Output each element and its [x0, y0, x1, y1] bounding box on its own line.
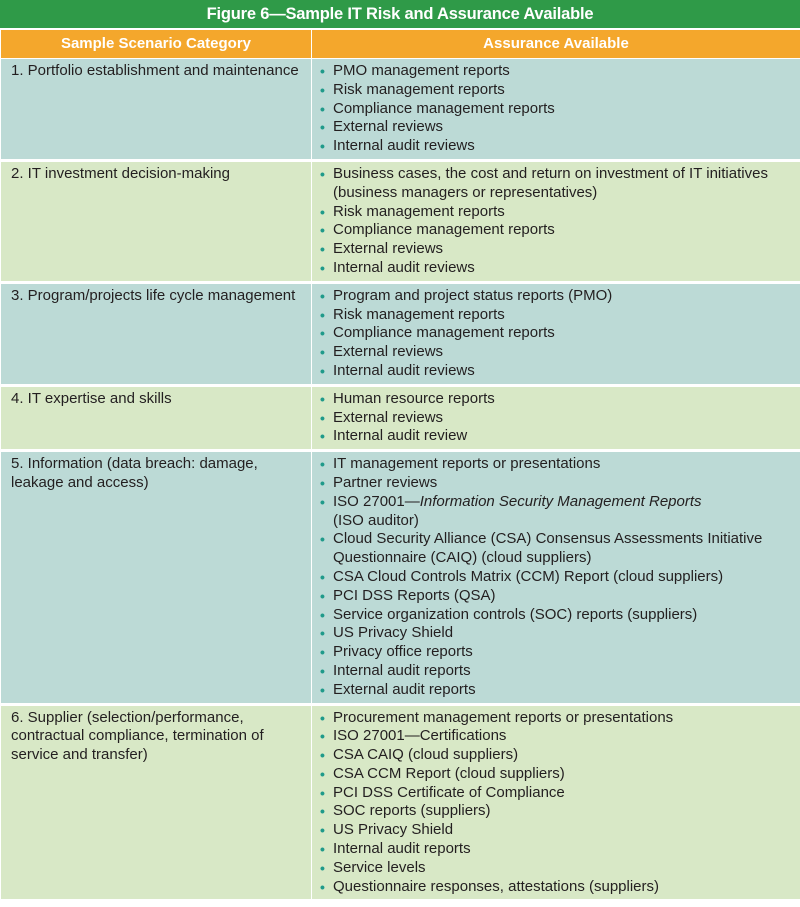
- bullet-icon: •: [320, 362, 325, 379]
- list-item: • CSA Cloud Controls Matrix (CCM) Report (cloud suppliers): [320, 567, 724, 585]
- list-item: • ISO 27001—Information Security Management Reports (ISO auditor): [320, 492, 702, 529]
- table-row: [1, 451, 800, 704]
- bullet-icon: •: [320, 878, 325, 895]
- bullet-icon: •: [320, 474, 325, 491]
- bullet-icon: •: [320, 165, 325, 182]
- bullet-icon: •: [320, 765, 325, 782]
- list-item: • IT management reports or presentations: [320, 455, 601, 473]
- assurance-list: [320, 62, 794, 156]
- assurance-cell: [312, 451, 800, 704]
- list-item: • Risk management reports: [320, 305, 505, 323]
- bullet-icon: •: [320, 587, 325, 604]
- bullet-icon: •: [320, 222, 325, 239]
- bullet-icon: •: [320, 662, 325, 679]
- list-item: • Cloud Security Alliance (CSA) Consensus Assessments Initiative Questionnaire (CAIQ) (cloud suppliers): [320, 530, 763, 567]
- table-header-row: [1, 29, 800, 59]
- list-item: • US Privacy Shield: [320, 624, 454, 642]
- list-item: • Internal audit reviews: [320, 258, 475, 276]
- bullet-icon: •: [320, 100, 325, 117]
- list-item: • Internal audit reports: [320, 840, 471, 858]
- bullet-icon: •: [320, 606, 325, 623]
- bullet-icon: •: [320, 803, 325, 820]
- list-item: • Internal audit reports: [320, 661, 471, 679]
- list-item: • SOC reports (suppliers): [320, 802, 491, 820]
- bullet-icon: •: [320, 81, 325, 98]
- list-item: • Service levels: [320, 858, 426, 876]
- bullet-icon: •: [320, 344, 325, 361]
- list-item: • PCI DSS Reports (QSA): [320, 586, 496, 604]
- list-item: • External reviews: [320, 118, 444, 136]
- bullet-icon: •: [320, 259, 325, 276]
- bullet-icon: •: [320, 728, 325, 745]
- bullet-icon: •: [320, 625, 325, 642]
- assurance-cell: [312, 704, 800, 901]
- list-item: • External reviews: [320, 343, 444, 361]
- assurance-list: [320, 287, 794, 381]
- bullet-icon: •: [320, 306, 325, 323]
- bullet-icon: •: [320, 709, 325, 726]
- list-item: • Internal audit reviews: [320, 137, 475, 155]
- scenario-category: 5. Information (data breach: damage, leakage and access): [1, 451, 312, 704]
- list-item: • Risk management reports: [320, 80, 505, 98]
- table-row: [1, 59, 800, 161]
- bullet-icon: •: [320, 138, 325, 155]
- bullet-icon: •: [320, 390, 325, 407]
- bullet-icon: •: [320, 409, 325, 426]
- bullet-icon: •: [320, 287, 325, 304]
- bullet-icon: •: [320, 568, 325, 585]
- column-header-assurance: Assurance Available: [312, 29, 800, 59]
- bullet-icon: •: [320, 325, 325, 342]
- scenario-category: 3. Program/projects life cycle management: [1, 282, 312, 385]
- table-row: [1, 282, 800, 385]
- list-item: • Questionnaire responses, attestations (suppliers): [320, 877, 660, 895]
- bullet-icon: •: [320, 681, 325, 698]
- assurance-list: [320, 709, 794, 897]
- bullet-icon: •: [320, 241, 325, 258]
- scenario-category: 1. Portfolio establishment and maintenance: [1, 59, 312, 161]
- bullet-icon: •: [320, 428, 325, 445]
- list-item: • CSA CAIQ (cloud suppliers): [320, 746, 519, 764]
- bullet-icon: •: [320, 841, 325, 858]
- list-item: • Partner reviews: [320, 473, 438, 491]
- bullet-icon: •: [320, 456, 325, 473]
- assurance-list: [320, 455, 794, 699]
- list-item: • External reviews: [320, 408, 444, 426]
- bullet-icon: •: [320, 203, 325, 220]
- list-item: • US Privacy Shield: [320, 821, 454, 839]
- scenario-category: 4. IT expertise and skills: [1, 385, 312, 450]
- list-item: • Compliance management reports: [320, 221, 555, 239]
- assurance-list: [320, 165, 794, 278]
- list-item: • PCI DSS Certificate of Compliance: [320, 783, 565, 801]
- list-item: • External reviews: [320, 240, 444, 258]
- bullet-icon: •: [320, 859, 325, 876]
- list-item: • Business cases, the cost and return on investment of IT initiatives (business managers or representatives): [320, 164, 768, 201]
- bullet-icon: •: [320, 531, 325, 548]
- list-item: • Privacy office reports: [320, 643, 473, 661]
- list-item: • Procurement management reports or presentations: [320, 708, 674, 726]
- list-item: • External audit reports: [320, 680, 476, 698]
- risk-assurance-table: [0, 28, 800, 902]
- table-row: [1, 160, 800, 282]
- scenario-category: 6. Supplier (selection/performance, contractual compliance, termination of service and transfer): [1, 704, 312, 901]
- list-item: • Human resource reports: [320, 389, 495, 407]
- table-row: [1, 385, 800, 450]
- list-item: • Compliance management reports: [320, 324, 555, 342]
- bullet-icon: •: [320, 644, 325, 661]
- list-item: • CSA CCM Report (cloud suppliers): [320, 764, 565, 782]
- assurance-cell: [312, 282, 800, 385]
- list-item: • Internal audit review: [320, 427, 468, 445]
- column-header-category: Sample Scenario Category: [1, 29, 312, 59]
- list-item: • Compliance management reports: [320, 99, 555, 117]
- list-item: • Internal audit reviews: [320, 361, 475, 379]
- figure-title: Figure 6—Sample IT Risk and Assurance Available: [0, 0, 800, 28]
- assurance-cell: [312, 160, 800, 282]
- assurance-cell: [312, 385, 800, 450]
- assurance-cell: [312, 59, 800, 161]
- table-row: [1, 704, 800, 901]
- list-item: • Risk management reports: [320, 202, 505, 220]
- bullet-icon: •: [320, 119, 325, 136]
- assurance-list: [320, 390, 794, 446]
- bullet-icon: •: [320, 747, 325, 764]
- bullet-icon: •: [320, 784, 325, 801]
- list-item: • Service organization controls (SOC) reports (suppliers): [320, 605, 698, 623]
- bullet-icon: •: [320, 493, 325, 510]
- bullet-icon: •: [320, 63, 325, 79]
- list-item: • PMO management reports: [320, 62, 510, 79]
- list-item: • ISO 27001—Certifications: [320, 727, 507, 745]
- list-item: • Program and project status reports (PMO): [320, 286, 613, 304]
- bullet-icon: •: [320, 822, 325, 839]
- scenario-category: 2. IT investment decision-making: [1, 160, 312, 282]
